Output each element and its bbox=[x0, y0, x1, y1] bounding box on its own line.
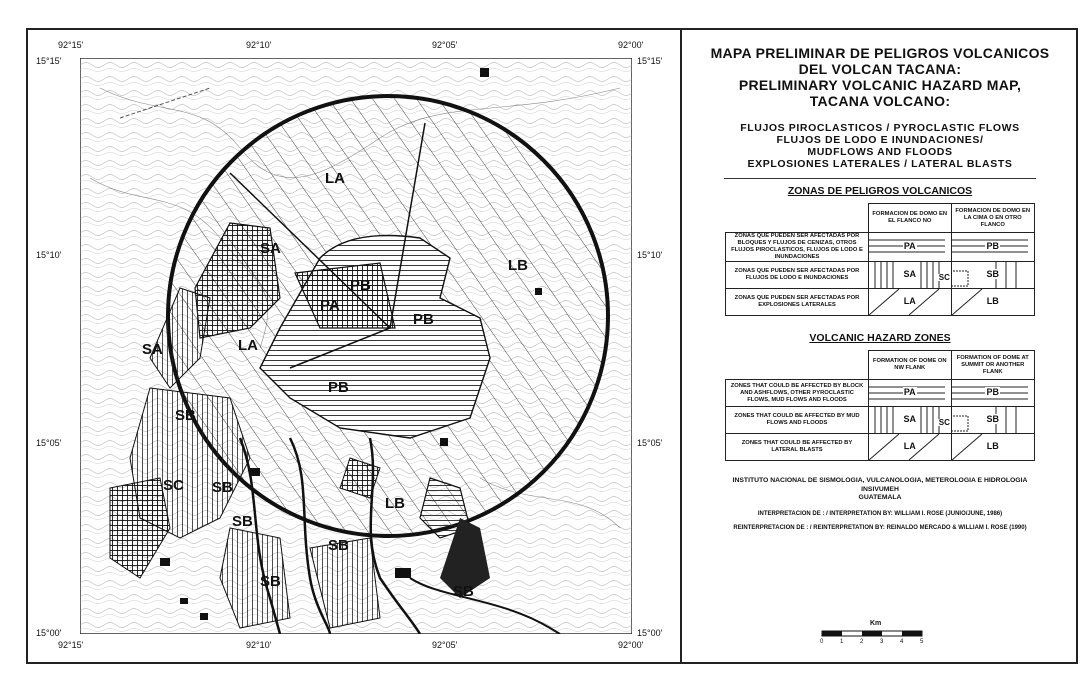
zone-lb-right: LB bbox=[508, 257, 528, 274]
subtitle-line: FLUJOS DE LODO E INUNDACIONES/ bbox=[776, 134, 984, 146]
coord-top-4: 92°00' bbox=[618, 40, 644, 50]
zone-sb-4: SB bbox=[328, 537, 349, 554]
sheet-divider bbox=[680, 28, 682, 664]
zone-sc: SC bbox=[163, 477, 184, 494]
symbol-sb-cell bbox=[938, 407, 1034, 434]
scale-bar-graphic bbox=[820, 629, 930, 641]
symbol-sa-label: SA bbox=[903, 413, 916, 424]
subtitle-line: MUDFLOWS AND FLOODS bbox=[807, 146, 953, 158]
title-line: MAPA PRELIMINAR DE PELIGROS VOLCANICOS bbox=[710, 45, 1050, 61]
symbol-sa-label: SA bbox=[903, 268, 916, 279]
legend-divider bbox=[724, 178, 1036, 179]
coord-left-3: 15°05' bbox=[36, 438, 62, 448]
zone-sb-5: SB bbox=[260, 573, 281, 590]
coord-right-4: 15°00' bbox=[637, 628, 663, 638]
coord-right-1: 15°15' bbox=[637, 56, 663, 66]
legend-table-en bbox=[725, 350, 1035, 461]
coord-bottom-4: 92°00' bbox=[618, 640, 644, 650]
coord-top-2: 92°10' bbox=[246, 40, 272, 50]
title-line: TACANA VOLCANO: bbox=[809, 93, 951, 109]
coord-bottom-1: 92°15' bbox=[58, 640, 84, 650]
symbol-sc-label: SC bbox=[938, 418, 950, 427]
symbol-lb-cell bbox=[951, 289, 1034, 316]
legend-heading-es: ZONAS DE PELIGROS VOLCANICOS bbox=[787, 185, 973, 197]
symbol-lb-cell bbox=[951, 434, 1034, 461]
symbol-sc-label: SC bbox=[938, 273, 950, 282]
symbol-la-label: LA bbox=[903, 295, 916, 306]
scale-tick: 3 bbox=[880, 639, 884, 645]
scale-tick: 5 bbox=[920, 639, 924, 645]
title-line: PRELIMINARY VOLCANIC HAZARD MAP, bbox=[738, 77, 1022, 93]
legend-panel bbox=[686, 30, 1074, 660]
coord-left-1: 15°15' bbox=[36, 56, 62, 66]
scale-tick: 2 bbox=[860, 639, 864, 645]
legend-subtitle bbox=[686, 122, 1074, 170]
credit-reinterpretation: REINTERPRETACION DE : / REINTERPRETATION BY: REINALDO MERCADO & WILLIAM I. ROSE (1990) bbox=[733, 524, 1027, 531]
zone-lb-bottom: LB bbox=[385, 495, 405, 512]
coord-bottom-3: 92°05' bbox=[432, 640, 458, 650]
legend-heading-en: VOLCANIC HAZARD ZONES bbox=[809, 332, 951, 344]
legend-col1-es: FORMACION DE DOMO EN EL FLANCO NO bbox=[868, 204, 951, 233]
symbol-sb-label: SB bbox=[986, 413, 999, 424]
coord-left-2: 15°10' bbox=[36, 250, 62, 260]
zone-la-top: LA bbox=[325, 170, 345, 187]
symbol-pa-cell bbox=[868, 380, 951, 407]
zone-pb-upper: PB bbox=[350, 277, 371, 294]
legend-row3-es: ZONAS QUE PUEDEN SER AFECTADAS POR EXPLOSIONES LATERALES bbox=[726, 289, 869, 316]
zone-pb-right: PB bbox=[413, 311, 434, 328]
scale-bar bbox=[820, 620, 930, 650]
symbol-pb-cell bbox=[951, 380, 1034, 407]
scale-tick: 1 bbox=[840, 639, 844, 645]
credit-interpretation: INTERPRETACION DE : / INTERPRETATION BY: WILLIAM I. ROSE (JUNIO/JUNE, 1986) bbox=[757, 510, 1003, 517]
symbol-sb-label: SB bbox=[986, 268, 999, 279]
legend-table-es bbox=[725, 203, 1035, 316]
coord-right-3: 15°05' bbox=[637, 438, 663, 448]
coord-top-3: 92°05' bbox=[432, 40, 458, 50]
symbol-pa-label: PA bbox=[903, 386, 916, 397]
legend-row1-en: ZONES THAT COULD BE AFFECTED BY BLOCK AND ASHFLOWS, OTHER PYROCLASTIC FLOWS, MUD FLOWS AND FLOODS bbox=[726, 380, 869, 407]
legend-row3-en: ZONES THAT COULD BE AFFECTED BY LATERAL BLASTS bbox=[726, 434, 869, 461]
legend-col2-es: FORMACION DE DOMO EN LA CIMA O EN OTRO FLANCO bbox=[951, 204, 1034, 233]
scale-unit: Km bbox=[870, 620, 882, 627]
symbol-sb-cell bbox=[938, 262, 1034, 289]
legend-col1-en: FORMATION OF DOME ON NW FLANK bbox=[868, 351, 951, 380]
institute-line: GUATEMALA bbox=[858, 494, 902, 501]
legend-row1-es: ZONAS QUE PUEDEN SER AFECTADAS POR BLOQUES Y FLUJOS DE CENIZAS, OTROS FLUJOS PIROCLASTICOS, FLUJOS DE LODO E INUNDACIONES bbox=[726, 233, 869, 262]
legend-col2-en: FORMATION OF DOME AT SUMMIT OR ANOTHER FLANK bbox=[951, 351, 1034, 380]
institute-line: INSIVUMEH bbox=[861, 485, 899, 493]
zone-sb-1: SB bbox=[175, 407, 196, 424]
title-line: DEL VOLCAN TACANA: bbox=[798, 61, 962, 77]
hazard-map bbox=[80, 58, 632, 634]
zone-sb-6: SB bbox=[453, 583, 474, 600]
symbol-pb-label: PB bbox=[986, 240, 999, 251]
institute-line: INSTITUTO NACIONAL DE SISMOLOGIA, VULCANOLOGIA, METEROLOGIA E HIDROLOGIA bbox=[732, 477, 1028, 484]
zone-la-left: LA bbox=[238, 337, 258, 354]
zone-pb-center: PB bbox=[328, 379, 349, 396]
zone-sa-left: SA bbox=[142, 341, 163, 358]
coord-bottom-2: 92°10' bbox=[246, 640, 272, 650]
coord-right-2: 15°10' bbox=[637, 250, 663, 260]
symbol-la-label: LA bbox=[903, 440, 916, 451]
zone-pa: PA bbox=[320, 297, 340, 314]
subtitle-line: FLUJOS PIROCLASTICOS / PYROCLASTIC FLOWS bbox=[740, 122, 1020, 134]
institute-block bbox=[686, 477, 1074, 503]
coord-top-1: 92°15' bbox=[58, 40, 84, 50]
symbol-pb-label: PB bbox=[986, 386, 999, 397]
subtitle-line: EXPLOSIONES LATERALES / LATERAL BLASTS bbox=[747, 158, 1013, 170]
symbol-pb-cell bbox=[951, 233, 1034, 262]
zone-sb-3: SB bbox=[232, 513, 253, 530]
legend-title bbox=[686, 45, 1074, 109]
scale-tick: 0 bbox=[820, 639, 824, 645]
coord-left-4: 15°00' bbox=[36, 628, 62, 638]
symbol-la-cell bbox=[868, 289, 951, 316]
symbol-lb-label: LB bbox=[986, 295, 999, 306]
symbol-lb-label: LB bbox=[986, 440, 999, 451]
symbol-la-cell bbox=[868, 434, 951, 461]
zone-sb-2: SB bbox=[212, 479, 233, 496]
legend-row2-en: ZONES THAT COULD BE AFFECTED BY MUD FLOWS AND FLOODS bbox=[726, 407, 869, 434]
scale-tick: 4 bbox=[900, 639, 904, 645]
legend-row2-es: ZONAS QUE PUEDEN SER AFECTADAS POR FLUJOS DE LODO E INUNDACIONES bbox=[726, 262, 869, 289]
zone-sa-upper: SA bbox=[260, 240, 281, 257]
symbol-pa-cell bbox=[868, 233, 951, 262]
symbol-pa-label: PA bbox=[903, 240, 916, 251]
